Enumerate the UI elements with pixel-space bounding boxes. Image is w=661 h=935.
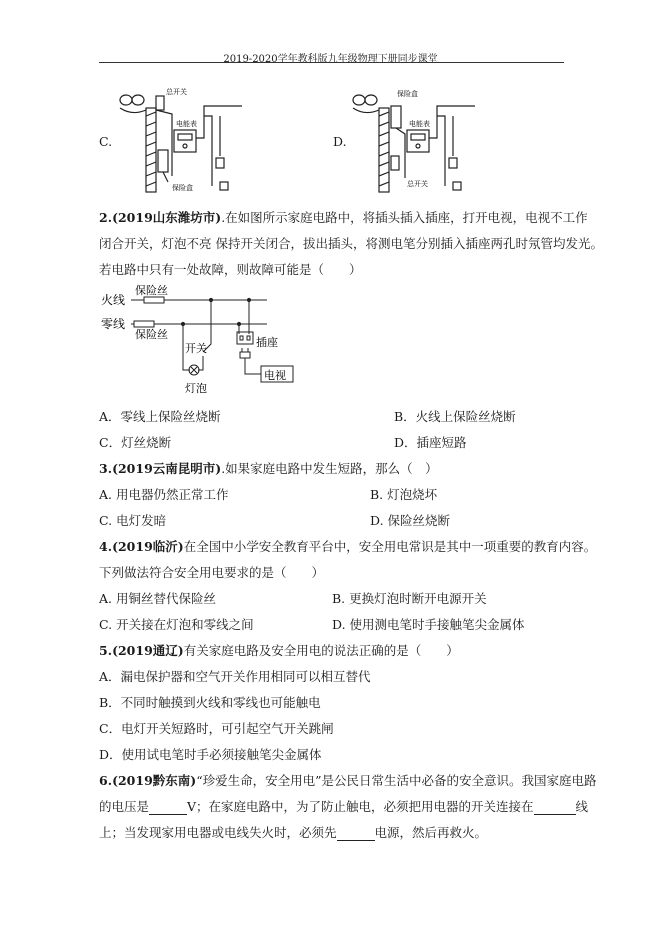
fuse-box-label: 保险盒 (172, 184, 193, 192)
q5-option-d: D．使用试电笔时手必须接触笔尖金属体 (99, 747, 322, 762)
main-switch-label: 总开关 (166, 88, 187, 96)
q5-option-c: C．电灯开关短路时，可引起空气开关跳闸 (99, 721, 334, 736)
q6-line2-b: V；在家庭电路中，为了防止触电，必须把用电器的开关连接在 (187, 799, 534, 814)
q2-circuit-diagram (99, 280, 299, 400)
q4-option-d: D. 使用测电笔时手接触笔尖金属体 (332, 617, 525, 632)
header-rule (99, 62, 564, 63)
q6-line3-b: 电源，然后再救火。 (374, 825, 488, 840)
q6-stem-1: “珍爱生命，安全用电”是公民日常生活中必备的安全意识。我国家庭电路 (196, 773, 597, 788)
q6-line2-c: 线 (575, 799, 589, 814)
page-header: 2019-2020学年教科版九年级物理下册同步课堂 (223, 54, 438, 65)
q5-option-b: B．不同时触摸到火线和零线也可能触电 (99, 695, 321, 710)
q5-stem-text: 有关家庭电路及安全用电的说法正确的是（ ） (183, 643, 459, 658)
q1-figure-c (112, 86, 247, 194)
q6-line3-a: 上；当发现家用电器或电线失火时，必须先 (99, 825, 337, 840)
neutral-fuse-label: 保险丝 (135, 328, 168, 341)
q5-number: 5. (99, 643, 113, 658)
q6-source: (2019黔东南) (112, 773, 197, 788)
q6-line3 (99, 823, 487, 841)
q6-line1 (99, 771, 596, 789)
q3-option-a: A. 用电器仍然正常工作 (99, 487, 229, 502)
q4-option-b: B. 更换灯泡时断开电源开关 (332, 591, 487, 606)
q4-stem-1: 在全国中小学安全教育平台中，安全用电常识是其中一项重要的教育内容。 (183, 539, 597, 554)
q4-number: 4. (99, 539, 113, 554)
tv-label: 电视 (264, 369, 286, 382)
q4-option-a: A. 用铜丝替代保险丝 (99, 591, 216, 606)
q2-source: (2019山东潍坊市) (112, 210, 222, 225)
q5-source: (2019通辽) (112, 643, 184, 658)
wall (146, 108, 156, 192)
q3-option-c: C. 电灯发暗 (99, 513, 167, 528)
socket-label: 插座 (256, 336, 278, 349)
q2-option-a: A．零线上保险丝烧断 (99, 409, 221, 424)
bulb-label: 灯泡 (185, 382, 207, 395)
q2-option-b: B．火线上保险丝烧断 (394, 409, 516, 424)
q2-stem-1: .在如图所示家庭电路中，将插头插入插座，打开电视，电视不工作 (221, 210, 588, 225)
main-switch-label: 总开关 (407, 180, 428, 188)
q2-option-c: C．灯丝烧断 (99, 435, 172, 450)
q3-option-d: D. 保险丝烧断 (370, 513, 451, 528)
q4-option-c: C. 开关接在灯泡和零线之间 (99, 617, 254, 632)
q2-option-d: D．插座短路 (394, 435, 467, 450)
q4-line1 (99, 537, 596, 555)
q6-line2-a: 的电压是 (99, 799, 150, 814)
voltage-blank[interactable] (149, 802, 187, 815)
meter-label: 电能表 (409, 120, 430, 128)
q2-line2: 闭合开关，灯泡不亮 保持开关闭合，拔出插头，将测电笔分别插入插座两孔时氖管均发光。 (99, 236, 603, 251)
wire-blank[interactable] (534, 802, 576, 815)
q3-source: (2019云南昆明市) (112, 461, 222, 476)
q6-number: 6. (99, 773, 113, 788)
q1-figure-d (345, 86, 480, 194)
q2-line1 (99, 208, 588, 226)
q3-option-b: B. 灯泡烧坏 (370, 487, 438, 502)
meter-label: 电能表 (176, 120, 197, 128)
q4-source: (2019临沂) (112, 539, 184, 554)
meter-box (174, 130, 196, 152)
q4-line2: 下列做法符合安全用电要求的是（ ） (99, 565, 325, 580)
switch-label: 开关 (185, 342, 207, 355)
q5-stem (99, 641, 459, 659)
q1-option-c-label: C. (99, 134, 113, 149)
q1-option-d-label: D. (333, 134, 347, 149)
q6-line2 (99, 797, 588, 815)
q3-stem (99, 459, 438, 477)
fuse-box-label: 保险盒 (397, 90, 418, 98)
q2-number: 2. (99, 210, 113, 225)
neutral-wire-label: 零线 (101, 317, 126, 331)
q2-line3: 若电路中只有一处故障，则故障可能是（ ） (99, 262, 362, 277)
live-wire-label: 火线 (101, 293, 126, 307)
q3-number: 3. (99, 461, 113, 476)
live-fuse-label: 保险丝 (135, 284, 168, 297)
q5-option-a: A．漏电保护器和空气开关作用相同可以相互替代 (99, 669, 371, 684)
q3-stem-text: .如果家庭电路中发生短路，那么（ ） (221, 461, 438, 476)
action-blank[interactable] (337, 828, 375, 841)
